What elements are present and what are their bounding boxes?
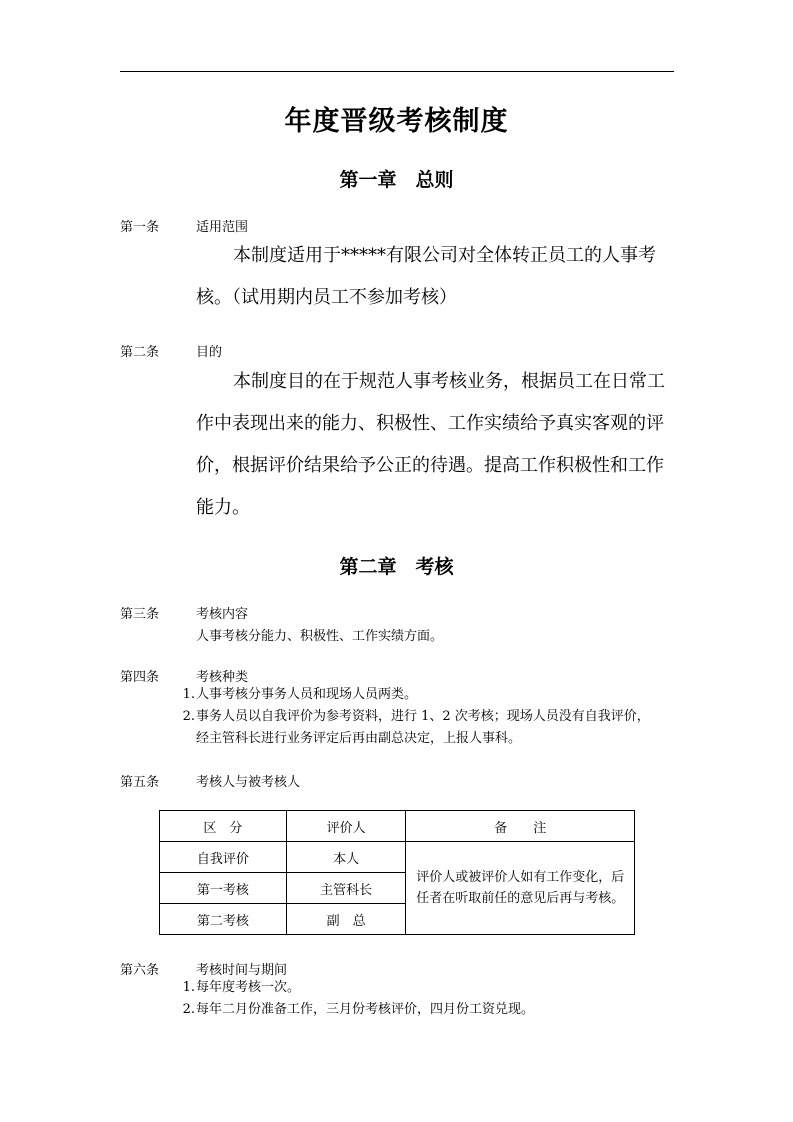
list-item-text: 事务人员以自我评价为参考资料，进行 1、2 次考核；现场人员没有自我评价， (196, 709, 650, 724)
list-item-number: 1. (182, 687, 195, 702)
table-header-cell: 评价人 (286, 811, 406, 842)
list-item (175, 977, 675, 999)
article-2-body (196, 361, 674, 529)
article-2-line: 价，根据评价结果给予公正的待遇。提高工作积极性和工作 (196, 455, 664, 476)
table-header-cell: 区 分 (160, 811, 287, 842)
article-1-body (196, 235, 674, 319)
article-4-title: 考核种类 (196, 670, 249, 685)
table-cell: 自我评价 (160, 842, 287, 873)
list-item-number: 1. (182, 980, 195, 995)
table-cell: 副 总 (286, 904, 406, 935)
evaluator-table (159, 810, 635, 935)
article-1-line: 本制度适用于*****有限公司对全体转正员工的人事考 (233, 245, 656, 266)
article-5-number: 第五条 (120, 775, 160, 790)
header-rule (120, 71, 674, 72)
article-5-title: 考核人与被考核人 (196, 775, 301, 790)
table-note-cell: 评价人或被评价人如有工作变化，后任者在听取前任的意见后再与考核。 (406, 842, 635, 935)
list-item-text: 人事考核分事务人员和现场人员两类。 (196, 687, 418, 702)
table-header-row (160, 811, 635, 842)
article-2-line: 能力。 (196, 497, 250, 518)
table-header-cell: 备 注 (406, 811, 635, 842)
article-4-number: 第四条 (120, 670, 160, 685)
article-4-list (175, 684, 675, 750)
list-item-number: 2. (182, 1002, 195, 1017)
article-3-number: 第三条 (120, 607, 160, 622)
list-item-number: 2. (182, 709, 195, 724)
article-3-title: 考核内容 (196, 607, 249, 622)
article-1-line: 核。（试用期内员工不参加考核） (196, 287, 457, 308)
table-cell: 本人 (286, 842, 406, 873)
article-6-title: 考核时间与期间 (196, 963, 288, 978)
chapter-2-heading: 第二章 考核 (339, 556, 454, 578)
list-item-text: 经主管科长进行业务评定后再由副总决定，上报人事科。 (196, 731, 522, 746)
article-3-text: 人事考核分能力、积极性、工作实绩方面。 (196, 629, 444, 644)
article-2-number: 第二条 (120, 345, 160, 360)
article-2-line: 本制度目的在于规范人事考核业务，根据员工在日常工 (233, 371, 665, 392)
article-6-number: 第六条 (120, 963, 160, 978)
document-title: 年度晋级考核制度 (284, 106, 509, 137)
article-6-list (175, 977, 675, 1021)
table-cell: 第二考核 (160, 904, 287, 935)
list-item-text: 每年二月份准备工作，三月份考核评价，四月份工资兑现。 (196, 1002, 535, 1017)
article-2-title: 目的 (196, 345, 223, 360)
list-item (175, 684, 675, 706)
table-cell: 第一考核 (160, 873, 287, 904)
article-1-number: 第一条 (120, 220, 160, 235)
chapter-1-heading: 第一章 总则 (339, 169, 454, 191)
list-item-text: 每年度考核一次。 (196, 980, 301, 995)
article-1-title: 适用范围 (196, 220, 249, 235)
table-cell: 主管科长 (286, 873, 406, 904)
list-item (175, 706, 675, 750)
article-2-line: 作中表现出来的能力、积极性、工作实绩给予真实客观的评 (196, 413, 664, 434)
table-row (160, 842, 635, 873)
list-item (175, 999, 675, 1021)
